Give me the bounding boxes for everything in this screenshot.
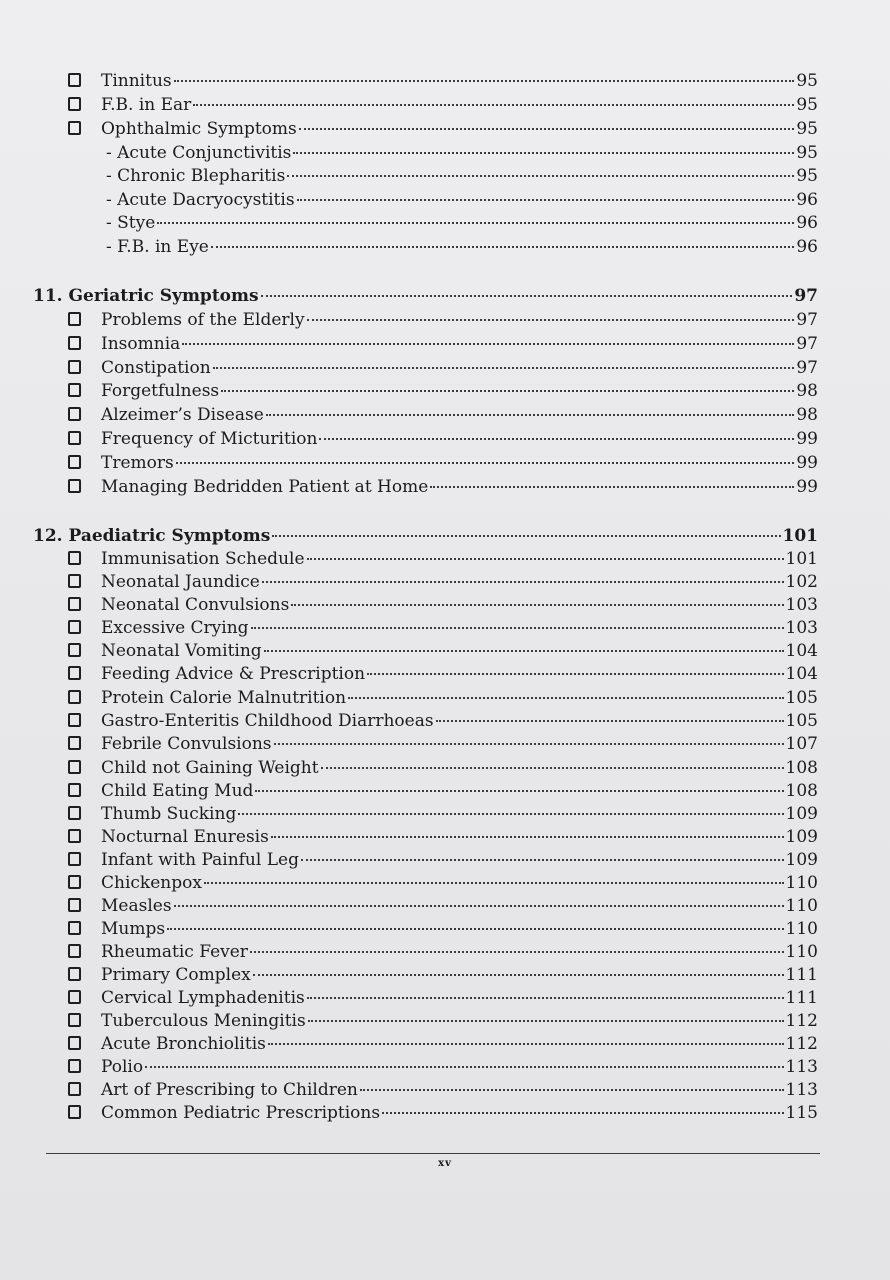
entry-title: 12. Paediatric Symptoms (33, 526, 271, 546)
entry-page-number: 110 (785, 942, 818, 962)
checkbox-bullet-icon (68, 312, 81, 326)
toc-entry (68, 70, 818, 92)
toc-entry (68, 333, 818, 355)
dot-leader (174, 80, 795, 82)
entry-page-number: 96 (796, 190, 818, 210)
entry-page-number: 109 (785, 850, 818, 870)
entry-page-number: 101 (782, 526, 818, 546)
dot-leader (250, 951, 784, 953)
toc-entry (68, 803, 818, 825)
entry-title: Child not Gaining Weight (101, 758, 319, 778)
toc-subentry (106, 212, 818, 234)
entry-title: - Chronic Blepharitis (106, 166, 286, 186)
entry-page-number: 105 (785, 688, 818, 708)
dot-leader (204, 882, 784, 884)
dot-leader (272, 535, 780, 537)
toc-entry (68, 1079, 818, 1101)
toc-entry (68, 757, 818, 779)
entry-title: Thumb Sucking (101, 804, 237, 824)
checkbox-bullet-icon (68, 643, 81, 657)
toc-entry (68, 733, 818, 755)
toc-entry (68, 571, 818, 593)
entry-page-number: 99 (796, 429, 818, 449)
toc-entry (68, 780, 818, 802)
checkbox-bullet-icon (68, 829, 81, 843)
toc-entry (68, 640, 818, 662)
checkbox-bullet-icon (68, 690, 81, 704)
entry-page-number: 109 (785, 804, 818, 824)
entry-title: Neonatal Convulsions (101, 595, 290, 615)
entry-title: Forgetfulness (101, 381, 220, 401)
toc-entry (68, 357, 818, 379)
toc-entry (68, 941, 818, 963)
entry-title: Neonatal Vomiting (101, 641, 262, 661)
toc-entry (68, 687, 818, 709)
dot-leader (174, 905, 784, 907)
entry-page-number: 103 (785, 595, 818, 615)
entry-page-number: 111 (785, 988, 818, 1008)
entry-page-number: 96 (796, 237, 818, 257)
entry-page-number: 111 (785, 965, 818, 985)
entry-title: Cervical Lymphadenitis (101, 988, 305, 1008)
entry-title: 11. Geriatric Symptoms (33, 286, 259, 306)
entry-title: Primary Complex (101, 965, 251, 985)
entry-title: Neonatal Jaundice (101, 572, 260, 592)
dot-leader (301, 859, 784, 861)
entry-title: - F.B. in Eye (106, 237, 209, 257)
entry-page-number: 112 (785, 1011, 818, 1031)
dot-leader (367, 673, 784, 675)
checkbox-bullet-icon (68, 736, 81, 750)
toc-entry (68, 118, 818, 140)
dot-leader (307, 997, 784, 999)
entry-page-number: 102 (785, 572, 818, 592)
dot-leader (264, 650, 784, 652)
section-heading (33, 525, 818, 547)
entry-page-number: 110 (785, 873, 818, 893)
entry-page-number: 95 (796, 143, 818, 163)
checkbox-bullet-icon (68, 1013, 81, 1027)
dot-leader (321, 767, 784, 769)
entry-page-number: 104 (785, 664, 818, 684)
entry-page-number: 115 (785, 1103, 818, 1123)
toc-entry (68, 594, 818, 616)
checkbox-bullet-icon (68, 760, 81, 774)
entry-title: Problems of the Elderly (101, 310, 305, 330)
dot-leader (297, 199, 795, 201)
entry-page-number: 97 (794, 286, 818, 306)
entry-title: Frequency of Micturition (101, 429, 318, 449)
entry-title: Tuberculous Meningitis (101, 1011, 306, 1031)
entry-title: Insomnia (101, 334, 181, 354)
dot-leader (213, 367, 795, 369)
entry-title: Infant with Painful Leg (101, 850, 299, 870)
dot-leader (211, 246, 794, 248)
toc-entry (68, 309, 818, 331)
entry-page-number: 113 (785, 1080, 818, 1100)
dot-leader (319, 438, 794, 440)
toc-entry (68, 380, 818, 402)
entry-title: Managing Bedridden Patient at Home (101, 477, 429, 497)
checkbox-bullet-icon (68, 551, 81, 565)
entry-title: Ophthalmic Symptoms (101, 119, 297, 139)
dot-leader (430, 486, 794, 488)
entry-page-number: 95 (796, 71, 818, 91)
toc-entry (68, 617, 818, 639)
entry-page-number: 101 (785, 549, 818, 569)
toc-entry (68, 1033, 818, 1055)
entry-title: Chickenpox (101, 873, 202, 893)
entry-page-number: 97 (796, 310, 818, 330)
toc-entry (68, 404, 818, 426)
dot-leader (157, 222, 794, 224)
dot-leader (291, 604, 783, 606)
toc-entry (68, 987, 818, 1009)
entry-page-number: 104 (785, 641, 818, 661)
toc-subentry (106, 189, 818, 211)
toc-entry (68, 548, 818, 570)
dot-leader (287, 175, 794, 177)
toc-entry (68, 710, 818, 732)
entry-title: F.B. in Ear (101, 95, 192, 115)
checkbox-bullet-icon (68, 990, 81, 1004)
checkbox-bullet-icon (68, 407, 81, 421)
checkbox-bullet-icon (68, 620, 81, 634)
dot-leader (145, 1066, 783, 1068)
dot-leader (176, 462, 795, 464)
entry-page-number: 99 (796, 453, 818, 473)
toc-entry (68, 918, 818, 940)
toc-entry (68, 452, 818, 474)
checkbox-bullet-icon (68, 431, 81, 445)
entry-page-number: 107 (785, 734, 818, 754)
checkbox-bullet-icon (68, 121, 81, 135)
section-heading (33, 285, 818, 307)
entry-title: - Acute Dacryocystitis (106, 190, 295, 210)
dot-leader (268, 1043, 784, 1045)
entry-title: Feeding Advice & Prescription (101, 664, 366, 684)
entry-page-number: 98 (796, 381, 818, 401)
entry-title: - Stye (106, 213, 156, 233)
entry-page-number: 99 (796, 477, 818, 497)
entry-title: Excessive Crying (101, 618, 249, 638)
checkbox-bullet-icon (68, 574, 81, 588)
dot-leader (436, 720, 784, 722)
dot-leader (307, 319, 795, 321)
entry-title: Tremors (101, 453, 174, 473)
entry-title: Polio (101, 1057, 144, 1077)
dot-leader (293, 152, 794, 154)
dot-leader (251, 627, 784, 629)
entry-page-number: 103 (785, 618, 818, 638)
checkbox-bullet-icon (68, 783, 81, 797)
checkbox-bullet-icon (68, 1059, 81, 1073)
checkbox-bullet-icon (68, 713, 81, 727)
entry-page-number: 98 (796, 405, 818, 425)
toc-entry (68, 1056, 818, 1078)
entry-title: Tinnitus (101, 71, 172, 91)
dot-leader (182, 343, 794, 345)
dot-leader (299, 128, 795, 130)
entry-title: Measles (101, 896, 172, 916)
toc-entry (68, 1010, 818, 1032)
entry-title: Gastro-Enteritis Childhood Diarrhoeas (101, 711, 434, 731)
entry-title: Child Eating Mud (101, 781, 254, 801)
checkbox-bullet-icon (68, 1082, 81, 1096)
dot-leader (262, 581, 784, 583)
checkbox-bullet-icon (68, 1036, 81, 1050)
entry-page-number: 95 (796, 95, 818, 115)
entry-page-number: 105 (785, 711, 818, 731)
checkbox-bullet-icon (68, 360, 81, 374)
dot-leader (221, 390, 794, 392)
dot-leader (167, 928, 783, 930)
entry-page-number: 109 (785, 827, 818, 847)
entry-title: Art of Prescribing to Children (101, 1080, 358, 1100)
toc-entry (68, 895, 818, 917)
dot-leader (382, 1112, 783, 1114)
dot-leader (193, 104, 794, 106)
entry-title: Common Pediatric Prescriptions (101, 1103, 381, 1123)
toc-entry (68, 428, 818, 450)
dot-leader (266, 414, 795, 416)
dot-leader (307, 558, 784, 560)
entry-page-number: 113 (785, 1057, 818, 1077)
entry-page-number: 108 (785, 781, 818, 801)
entry-title: Constipation (101, 358, 211, 378)
toc-entry (68, 849, 818, 871)
toc-entry (68, 872, 818, 894)
entry-title: Immunisation Schedule (101, 549, 305, 569)
checkbox-bullet-icon (68, 597, 81, 611)
toc-entry (68, 826, 818, 848)
toc-entry (68, 476, 818, 498)
checkbox-bullet-icon (68, 852, 81, 866)
checkbox-bullet-icon (68, 455, 81, 469)
checkbox-bullet-icon (68, 967, 81, 981)
dot-leader (274, 743, 784, 745)
page-folio: xv (438, 1158, 452, 1169)
entry-title: Acute Bronchiolitis (101, 1034, 266, 1054)
dot-leader (255, 790, 783, 792)
entry-title: Alzeimer’s Disease (101, 405, 264, 425)
entry-title: Mumps (101, 919, 166, 939)
checkbox-bullet-icon (68, 921, 81, 935)
checkbox-bullet-icon (68, 666, 81, 680)
entry-page-number: 110 (785, 896, 818, 916)
checkbox-bullet-icon (68, 806, 81, 820)
entry-page-number: 95 (796, 119, 818, 139)
checkbox-bullet-icon (68, 73, 81, 87)
entry-page-number: 112 (785, 1034, 818, 1054)
entry-title: - Acute Conjunctivitis (106, 143, 292, 163)
toc-entry (68, 663, 818, 685)
dot-leader (238, 813, 783, 815)
entry-title: Nocturnal Enuresis (101, 827, 269, 847)
entry-page-number: 96 (796, 213, 818, 233)
entry-title: Rheumatic Fever (101, 942, 248, 962)
toc-entry (68, 94, 818, 116)
toc-subentry (106, 142, 818, 164)
footer-rule (46, 1153, 820, 1154)
checkbox-bullet-icon (68, 336, 81, 350)
entry-page-number: 97 (796, 334, 818, 354)
toc-subentry (106, 236, 818, 258)
dot-leader (308, 1020, 784, 1022)
entry-title: Febrile Convulsions (101, 734, 272, 754)
entry-page-number: 110 (785, 919, 818, 939)
checkbox-bullet-icon (68, 383, 81, 397)
dot-leader (253, 974, 784, 976)
checkbox-bullet-icon (68, 898, 81, 912)
dot-leader (271, 836, 784, 838)
toc-entry (68, 1102, 818, 1124)
dot-leader (360, 1089, 784, 1091)
checkbox-bullet-icon (68, 479, 81, 493)
checkbox-bullet-icon (68, 875, 81, 889)
entry-page-number: 95 (796, 166, 818, 186)
entry-page-number: 97 (796, 358, 818, 378)
dot-leader (261, 295, 793, 297)
checkbox-bullet-icon (68, 97, 81, 111)
checkbox-bullet-icon (68, 944, 81, 958)
toc-entry (68, 964, 818, 986)
toc-subentry (106, 165, 818, 187)
dot-leader (348, 697, 783, 699)
checkbox-bullet-icon (68, 1105, 81, 1119)
entry-title: Protein Calorie Malnutrition (101, 688, 347, 708)
entry-page-number: 108 (785, 758, 818, 778)
